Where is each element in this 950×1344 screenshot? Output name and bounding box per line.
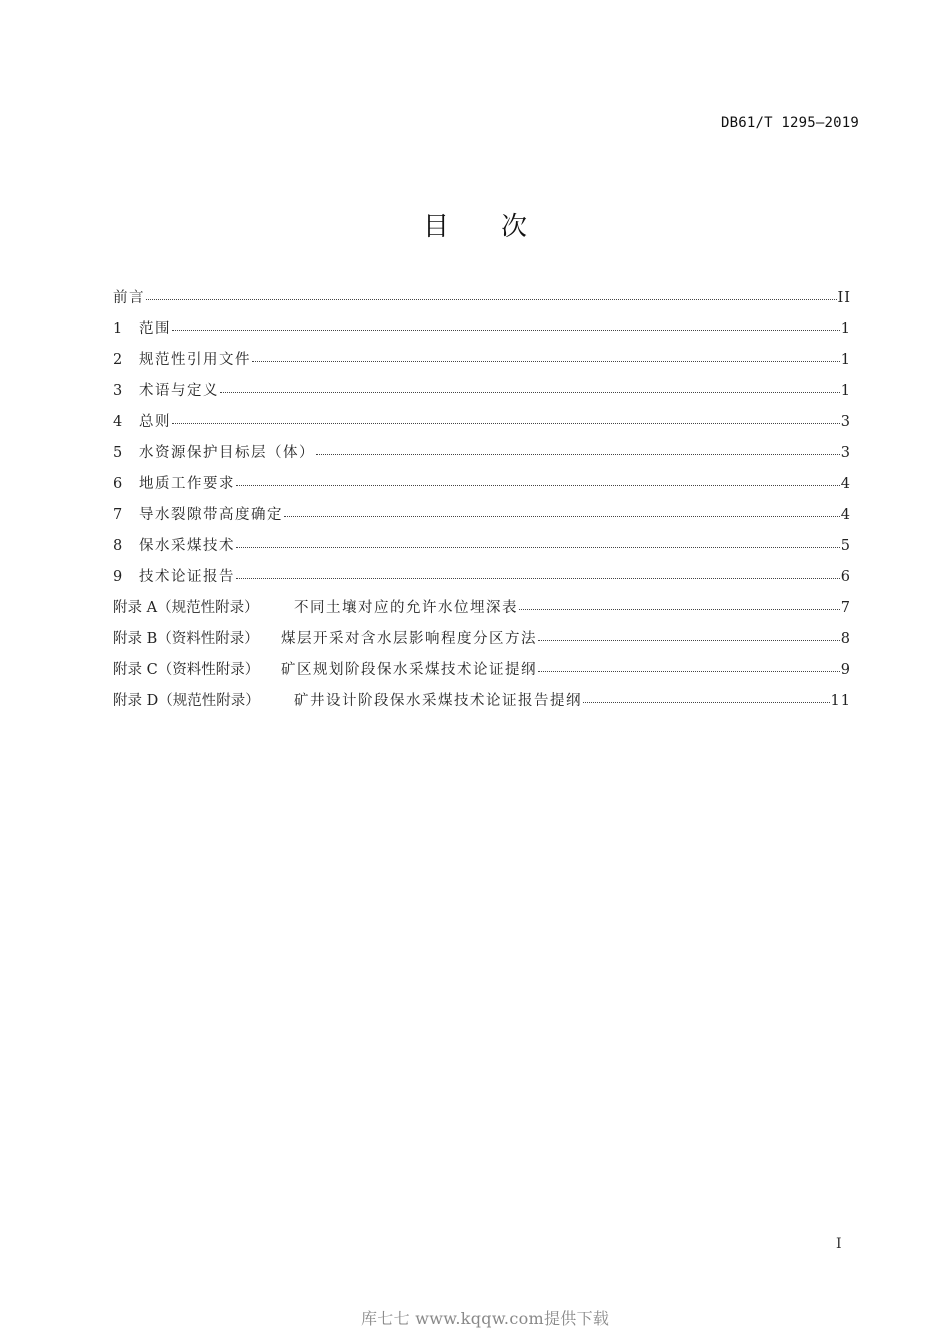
toc-page-number: 3: [840, 445, 851, 461]
toc-section-number: 9: [113, 569, 123, 585]
toc-section-number: 3: [113, 383, 123, 399]
toc-entry-title: 保水采煤技术: [139, 538, 235, 554]
toc-leader-dots: [236, 472, 840, 488]
table-of-contents: [113, 286, 851, 720]
toc-entry-title: 矿井设计阶段保水采煤技术论证报告提纲: [294, 693, 582, 709]
toc-entry-title: 范围: [139, 321, 171, 337]
toc-entry-7[interactable]: [113, 503, 851, 534]
appendix-label: 附录 B（资料性附录）: [113, 631, 259, 647]
toc-leader-dots: [252, 348, 840, 364]
toc-entry-title: 水资源保护目标层（体）: [139, 445, 315, 461]
toc-page-number: 1: [840, 352, 851, 368]
toc-entry-title: 规范性引用文件: [139, 352, 251, 368]
toc-entry-1[interactable]: [113, 317, 851, 348]
toc-section-number: 6: [113, 476, 123, 492]
toc-entry-title: 地质工作要求: [139, 476, 235, 492]
toc-leader-dots: [146, 286, 837, 302]
toc-leader-dots: [316, 441, 840, 457]
toc-entry-4[interactable]: [113, 410, 851, 441]
toc-entry-2[interactable]: [113, 348, 851, 379]
toc-page-number: 7: [840, 600, 851, 616]
toc-section-number: 5: [113, 445, 123, 461]
toc-section-number: 2: [113, 352, 123, 368]
toc-entry-5[interactable]: [113, 441, 851, 472]
toc-section-number: 8: [113, 538, 123, 554]
toc-page-number: 5: [840, 538, 851, 554]
toc-page-number: 1: [840, 321, 851, 337]
appendix-label: 附录 C（资料性附录）: [113, 662, 260, 678]
toc-entry-title: 不同土壤对应的允许水位埋深表: [294, 600, 518, 616]
toc-page-number: 3: [840, 414, 851, 430]
toc-entry-3[interactable]: [113, 379, 851, 410]
toc-entry-6[interactable]: [113, 472, 851, 503]
toc-page-number: 6: [840, 569, 851, 585]
toc-section-number: 7: [113, 507, 123, 523]
toc-section-number: 1: [113, 321, 123, 337]
toc-leader-dots: [236, 534, 840, 550]
toc-page-number: 9: [840, 662, 851, 678]
toc-entry-title: 前言: [113, 290, 145, 306]
toc-appendix-d[interactable]: [113, 689, 851, 720]
toc-section-number: 4: [113, 414, 123, 430]
toc-leader-dots: [583, 689, 830, 705]
toc-entry-foreword[interactable]: [113, 286, 851, 317]
toc-leader-dots: [519, 596, 840, 612]
title-char-2: 次: [501, 212, 528, 242]
toc-entry-title: 技术论证报告: [139, 569, 235, 585]
toc-appendix-c[interactable]: [113, 658, 851, 689]
toc-leader-dots: [172, 410, 840, 426]
toc-leader-dots: [284, 503, 840, 519]
toc-appendix-a[interactable]: [113, 596, 851, 627]
toc-page-number: II: [837, 290, 851, 306]
toc-leader-dots: [236, 565, 840, 581]
appendix-label: 附录 A（规范性附录）: [113, 600, 259, 616]
title-char-1: 目: [422, 212, 449, 242]
page-title: [0, 206, 950, 243]
appendix-label: 附录 D（规范性附录）: [113, 693, 260, 709]
download-watermark: 库七七 www.kqqw.com提供下载: [361, 1309, 610, 1328]
toc-leader-dots: [220, 379, 840, 395]
document-code: DB61/T 1295—2019: [720, 115, 859, 131]
toc-entry-title: 术语与定义: [139, 383, 219, 399]
toc-entry-8[interactable]: [113, 534, 851, 565]
toc-page-number: 4: [840, 476, 851, 492]
page-number: I: [836, 1236, 842, 1252]
toc-page-number: 11: [830, 693, 851, 709]
toc-page-number: 4: [840, 507, 851, 523]
toc-page-number: 1: [840, 383, 851, 399]
toc-entry-title: 矿区规划阶段保水采煤技术论证提纲: [281, 662, 537, 678]
toc-entry-title: 总则: [139, 414, 171, 430]
toc-entry-title: 导水裂隙带高度确定: [139, 507, 283, 523]
toc-entry-title: 煤层开采对含水层影响程度分区方法: [281, 631, 537, 647]
toc-leader-dots: [172, 317, 840, 333]
toc-leader-dots: [538, 627, 840, 643]
toc-entry-9[interactable]: [113, 565, 851, 596]
toc-appendix-b[interactable]: [113, 627, 851, 658]
toc-leader-dots: [538, 658, 840, 674]
toc-page-number: 8: [840, 631, 851, 647]
